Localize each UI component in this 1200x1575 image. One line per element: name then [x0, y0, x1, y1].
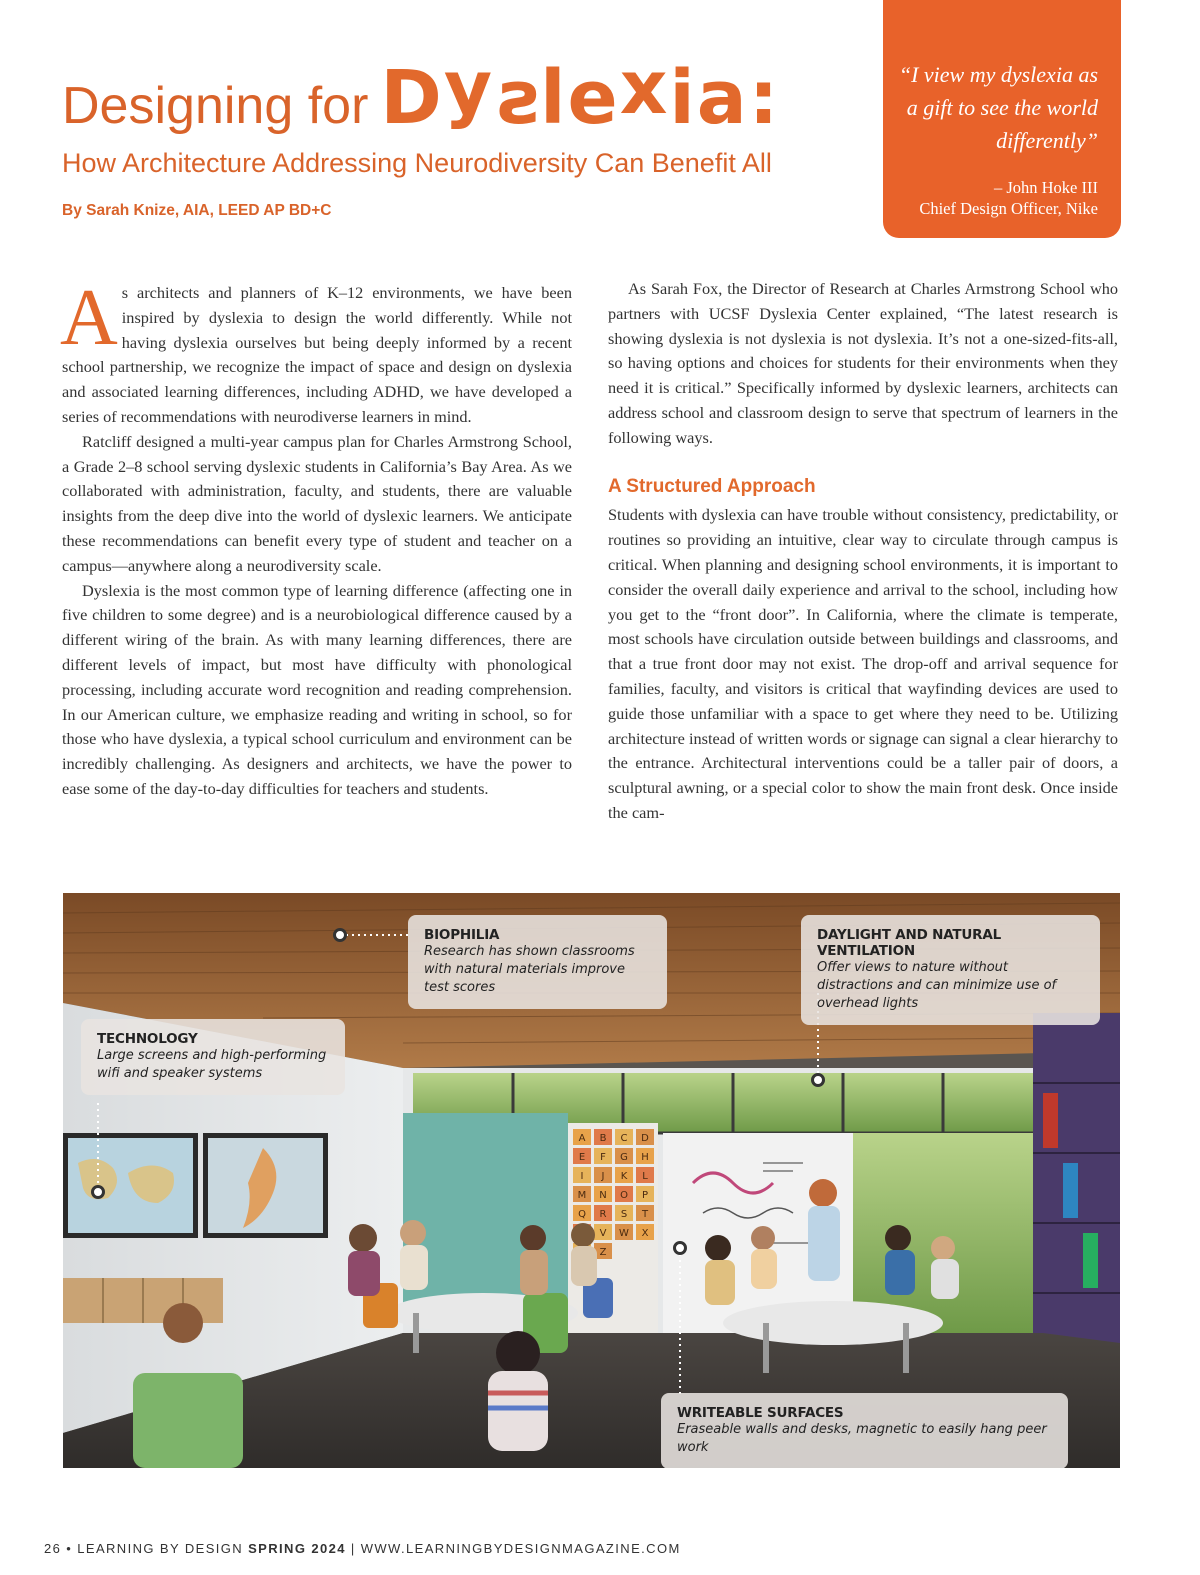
marker-biophilia: [333, 928, 347, 942]
title-letter-s-mirrored: s: [494, 55, 541, 141]
letter-tile-label: Q: [578, 1209, 586, 1220]
letter-tile-label: C: [620, 1133, 628, 1144]
letter-tile-label: H: [641, 1152, 649, 1163]
chair-green-foreground: [133, 1373, 243, 1468]
callout-writeable-title: WRITEABLE SURFACES: [677, 1405, 844, 1421]
callout-daylight-title: DAYLIGHT AND NATURAL VENTILATION: [817, 927, 1002, 959]
title-letters-ia: ia:: [669, 55, 781, 141]
paragraph-ratcliff: Ratcliff designed a multi-year campus plan for Charles Armstrong School, a Grade 2–8 school serving dyslexic students in California’s Bay Area. As we collaborated with administration, faculty, and students, there are valuable insights from the deep dive into the world of dyslexic learners. We anticipate these recommendations can benefit every type of student and teacher on a campus—anywhere along a neurodiversity scale.: [62, 431, 572, 575]
page-number: 26: [44, 1541, 62, 1556]
footer-bullet: •: [66, 1541, 73, 1556]
quote-author: – John Hoke III: [993, 178, 1098, 197]
letter-tile-label: D: [641, 1133, 649, 1144]
callout-daylight: [801, 915, 1100, 1025]
letter-tile-label: L: [642, 1171, 648, 1182]
byline: By Sarah Knize, AIA, LEED AP BD+C: [62, 202, 332, 219]
callout-biophilia-title: BIOPHILIA: [424, 927, 500, 943]
letter-tile-label: I: [580, 1171, 584, 1182]
magazine-name: LEARNING BY DESIGN: [77, 1541, 244, 1556]
letter-tile-label: P: [641, 1190, 649, 1201]
section-heading-structured-approach: A Structured Approach: [608, 475, 816, 497]
paragraph-intro-text: s architects and planners of K–12 environments, we have been inspired by dyslexia to design the world differently. While not having dyslexia ourselves but being deeply informed by a recent school partnership, we recognize the impact of space and design on dyslexia and associated learning differences, including ADHD, we have developed a series of recommendations with neurodiverse learners in mind.: [62, 283, 572, 426]
letter-tile-label: M: [577, 1190, 587, 1201]
paragraph-structured-approach: Students with dyslexia can have trouble without consistency, predictability, or routines so providing an intuitive, clear way to circulate through campus is critical. When planning and designing school environments, it is important to consider the overall daily experience and arrival to the school, including how you get to the “front door”. In California, where the climate is temperate, most schools have circulation outside between buildings and classrooms, and that a true front door may not exist. The drop-off and arrival sequence for families, faculty, and visitors is critical that wayfinding devices are used to guide those unfamiliar with a space to get where they need to be. Utilizing architecture instead of written words or signage can signal a clear hierarchy to the entrance. Architectural interventions could be a taller pair of doors, a sculptural awning, or a special color to show the main front desk. Once inside the cam-: [608, 505, 1118, 822]
title-letter-x: x: [619, 45, 670, 131]
article-title: [62, 45, 882, 145]
letter-tile-label: T: [641, 1209, 649, 1220]
article-subtitle: How Architecture Addressing Neurodiversity Can Benefit All: [62, 148, 772, 178]
pull-quote-attribution: [893, 177, 1098, 219]
body-column-left: [60, 274, 572, 802]
callout-technology-title: TECHNOLOGY: [97, 1031, 198, 1047]
letter-tile-label: G: [620, 1152, 628, 1163]
marker-daylight: [811, 1073, 825, 1087]
quote-author-role: Chief Design Officer, Nike: [919, 199, 1098, 218]
letter-tile-label: F: [600, 1152, 606, 1163]
title-word-dyslexia: [380, 45, 781, 141]
footer-divider: |: [350, 1541, 356, 1556]
letter-tile-label: W: [619, 1228, 629, 1239]
drop-cap: A: [60, 274, 118, 362]
paragraph-sarah-fox: As Sarah Fox, the Director of Research at Charles Armstrong School who partners with UCSF Dyslexia Center explained, “The latest research is showing dyslexia is not dyslexia is not dyslexia. It’s not a one-sized-fits-all, so having options and choices for students for their environments when they need it is critical.” Specifically informed by dyslexic learners, architects can address school and classroom design to serve that spectrum of learners in the following ways.: [608, 279, 1118, 447]
callout-writeable-text: Eraseable walls and desks, magnetic to easily hang peer work: [677, 1422, 1047, 1455]
issue-label: SPRING 2024: [248, 1541, 346, 1556]
title-letters-le: le: [540, 55, 620, 141]
marker-technology: [91, 1185, 105, 1199]
letter-tile-label: B: [599, 1133, 607, 1144]
table-right: [723, 1301, 943, 1345]
letter-tile-label: Z: [599, 1247, 607, 1258]
body-column-right: [608, 277, 1118, 826]
page-footer: [44, 1541, 681, 1556]
title-letter-d: D: [380, 55, 444, 141]
magazine-url: WWW.LEARNINGBYDESIGNMAGAZINE.COM: [360, 1541, 681, 1556]
callout-technology: [81, 1019, 345, 1095]
title-letter-y: y: [443, 45, 495, 131]
callout-daylight-text: Offer views to nature without distractions and can minimize use of overhead lights: [817, 960, 1057, 1011]
letter-tile-label: J: [601, 1171, 605, 1182]
title-prefix: Designing for: [62, 77, 369, 135]
pull-quote-box: [883, 0, 1121, 238]
callout-writeable: [661, 1393, 1068, 1468]
letter-tile-label: A: [578, 1133, 586, 1144]
callout-biophilia: [408, 915, 667, 1009]
callout-biophilia-text: Research has shown classrooms with natural materials improve test scores: [424, 944, 635, 995]
pull-quote-text: “I view my dyslexia as a gift to see the world differently”: [898, 62, 1098, 153]
nature-window: [853, 1133, 1033, 1333]
letter-tile-label: V: [599, 1228, 607, 1239]
callout-technology-text: Large screens and high-performing wifi and speaker systems: [97, 1048, 327, 1081]
letter-tile-label: K: [620, 1171, 628, 1182]
paragraph-dyslexia-definition: Dyslexia is the most common type of learning difference (affecting one in five children to some degree) and is a neurobiological difference caused by a different wiring of the brain. As with many learning differences, there are different levels of impact, but most have difficulty with phonological processing, including accurate word recognition and reading comprehension. In our American culture, we emphasize reading and writing in school, so for those who have dyslexia, a typical school curriculum and environment can be incredibly challenging. As designers and architects, we have the power to ease some of the day-to-day difficulties for teachers and students.: [62, 580, 572, 798]
marker-writeable: [673, 1241, 687, 1255]
classroom-illustration: [63, 893, 1120, 1468]
letter-tile-label: R: [599, 1209, 607, 1220]
letter-tile-label: N: [599, 1190, 607, 1201]
letter-tile-label: O: [620, 1190, 628, 1201]
letter-tile-label: E: [578, 1152, 586, 1163]
letter-tile-label: X: [641, 1228, 649, 1239]
letter-tile-label: S: [620, 1209, 628, 1220]
paragraph-intro: [60, 274, 572, 430]
